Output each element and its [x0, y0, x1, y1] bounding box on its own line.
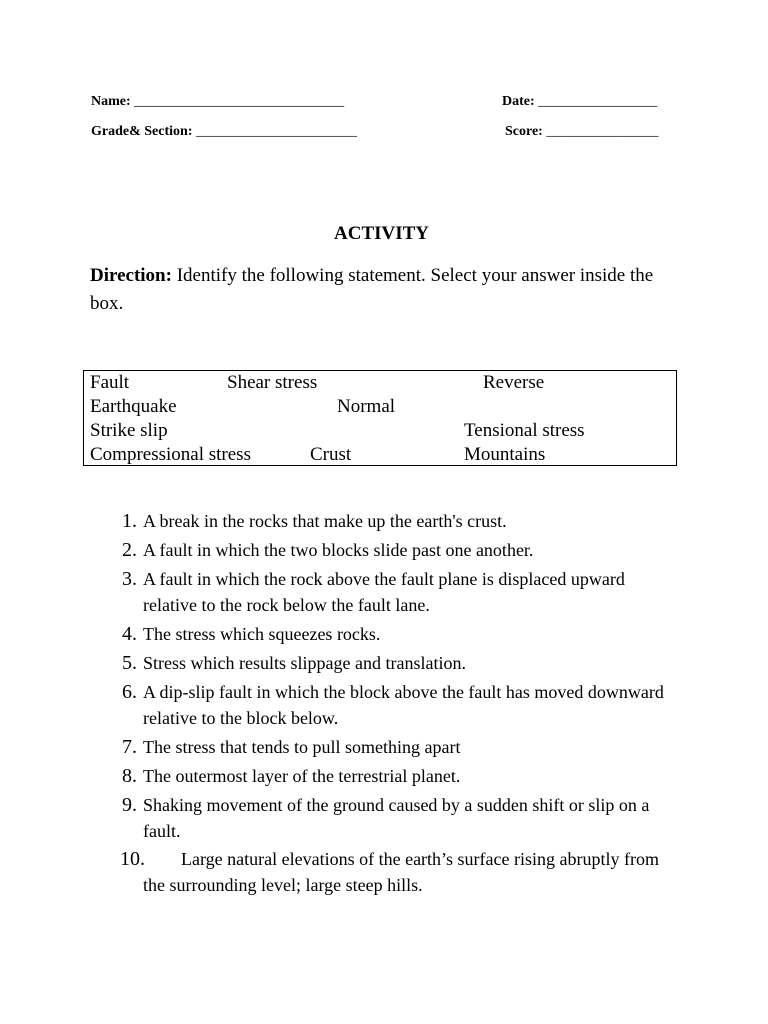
choice-compressional-stress: Compressional stress [90, 444, 251, 465]
choice-tensional-stress: Tensional stress [464, 420, 585, 441]
choice-earthquake: Earthquake [90, 396, 177, 417]
question-text: A fault in which the two blocks slide past one another. [143, 540, 534, 560]
question-number: 9. [122, 794, 137, 816]
question-text: A fault in which the rock above the fault plane is displaced upward relative to the rock below the fault lane. [143, 569, 625, 615]
question-text: A break in the rocks that make up the earth's crust. [143, 511, 507, 531]
question-number: 3. [122, 568, 137, 590]
question-text: The stress which squeezes rocks. [143, 624, 381, 644]
question-number: 8. [122, 765, 137, 787]
question-text: The outermost layer of the terrestrial planet. [143, 766, 461, 786]
score-label: Score: [505, 124, 543, 139]
question-number: 6. [122, 681, 137, 703]
grade-section-field [91, 124, 357, 140]
name-label: Name: [91, 94, 131, 109]
name-field [91, 94, 344, 110]
choice-normal: Normal [337, 396, 396, 417]
date-field [502, 94, 657, 110]
question-number: 5. [122, 652, 137, 674]
question-number: 2. [122, 539, 137, 561]
question-text: A dip-slip fault in which the block above the fault has moved downward relative to the block below. [143, 682, 664, 728]
choice-crust: Crust [310, 444, 352, 465]
direction-text [90, 262, 690, 318]
question-text: Stress which results slippage and translation. [143, 653, 466, 673]
choice-mountains: Mountains [464, 444, 546, 465]
page-title: ACTIVITY [334, 223, 430, 244]
question-number: 4. [122, 623, 137, 645]
date-blank: _________________ [538, 94, 658, 109]
score-field [505, 124, 658, 140]
score-blank: ________________ [546, 124, 659, 139]
grade-section-blank: _______________________ [195, 124, 357, 139]
date-label: Date: [502, 94, 535, 109]
name-blank: ______________________________ [134, 94, 345, 109]
choice-fault: Fault [90, 372, 130, 393]
direction-label: Direction: [90, 265, 172, 286]
choice-strike-slip: Strike slip [90, 420, 168, 441]
question-text: Shaking movement of the ground caused by a sudden shift or slip on a fault. [143, 795, 650, 841]
question-number: 1. [122, 510, 137, 532]
question-text: The stress that tends to pull something apart [143, 737, 461, 757]
question-text: Large natural elevations of the earth’s surface rising abruptly from the surrounding level; large steep hills. [143, 849, 659, 895]
choice-reverse: Reverse [483, 372, 545, 393]
question-number: 7. [122, 736, 137, 758]
grade-section-label: Grade& Section: [91, 124, 193, 139]
choice-shear-stress: Shear stress [227, 372, 318, 393]
question-number: 10. [120, 848, 145, 870]
direction-body: Identify the following statement. Select your answer inside the box. [90, 265, 654, 314]
